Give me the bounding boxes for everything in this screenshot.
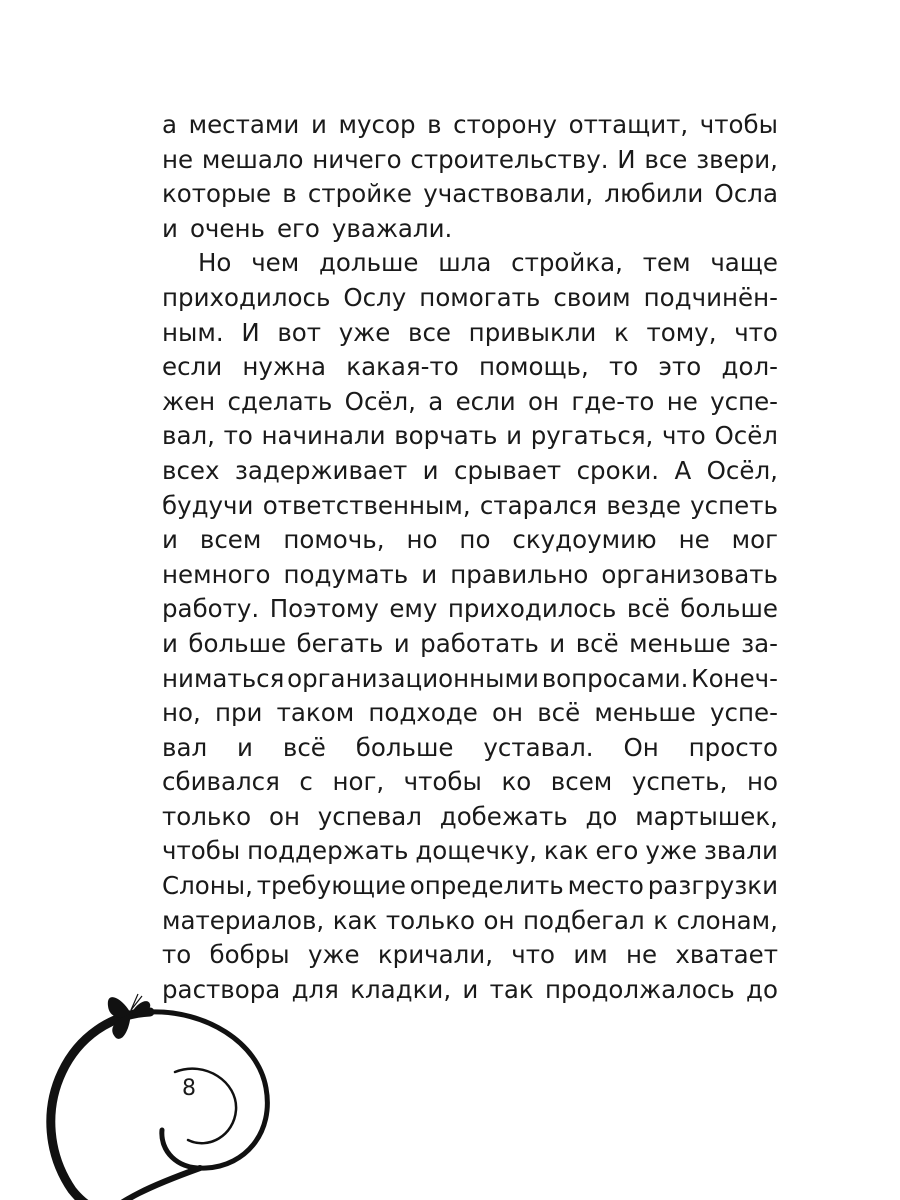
word: мешало [201,144,304,174]
word: кладки, [350,974,452,1004]
word: участвовали, [423,179,594,209]
word: мусор [338,110,416,139]
word: любили [604,179,704,209]
word: местами [188,110,300,139]
word: как [332,905,378,935]
text-line [162,834,778,869]
word: что [511,940,556,970]
word: где-то [571,386,655,416]
word: скудоумию [512,525,657,555]
word: сбивался [162,767,280,797]
word: и [310,110,327,139]
word: для [291,974,339,1004]
text-line [162,350,778,385]
text-line [162,869,778,904]
word: а [428,386,444,416]
text-line [162,385,778,420]
word: разгрузки [647,871,778,901]
word: и [549,628,566,658]
word: стройке [307,179,412,209]
word: он [492,698,524,728]
word: он [528,386,560,416]
word: с [299,767,313,797]
word: он [268,801,300,831]
word: все [644,144,688,174]
word: всё [537,698,581,728]
word: не [626,940,658,970]
word: организовать [601,559,778,589]
word: и [422,455,439,485]
word: уважали. [331,213,453,243]
word: бегать [296,628,384,658]
word: и [162,213,178,243]
word: ответственным, [262,490,471,520]
word: работать [420,628,539,658]
word: Слоны, [162,871,253,901]
word: ругаться, [530,421,654,451]
word: ворчать [394,421,498,451]
word: ко [501,767,532,797]
word: очень [189,213,265,243]
word: Но [198,248,232,278]
word: слонам, [676,905,778,935]
word: не [162,144,194,174]
word: то [162,940,192,970]
word: и [462,974,479,1004]
word: больше [680,594,778,624]
word: Конеч- [691,663,778,693]
text-line [162,662,778,697]
word: сделать [227,386,333,416]
text-line [162,143,778,178]
word: если [162,352,223,382]
word: подчинён- [643,282,778,312]
word: не [666,386,698,416]
word: мог [731,525,778,555]
word: строительству. [410,144,609,174]
word: то [609,352,639,382]
word: Осёл [714,421,778,451]
word: при [214,698,263,728]
word: успе- [710,386,778,416]
word: работу. [162,594,260,624]
butterfly-swirl-icon [0,990,300,1200]
word: за- [741,628,778,658]
word: чтобы [699,110,778,139]
word: успеть [690,490,778,520]
word: успе- [710,698,778,728]
word: он [483,905,515,935]
text-line [162,938,778,973]
word: но [406,525,438,555]
word: а [162,110,178,139]
text-line [162,212,778,247]
word: И [617,144,636,174]
word: если [455,386,516,416]
word: требующие [256,871,406,901]
word: но, [162,698,201,728]
word: мартышек, [635,801,778,831]
word: и [393,628,410,658]
word: какая-то [346,352,459,382]
word: его [595,836,639,866]
text-line [162,696,778,731]
page-number: 8 [182,1076,196,1101]
word: только [385,905,475,935]
word: правильно [450,559,589,589]
word: приходилось [162,282,331,312]
word: Осла [714,179,778,209]
word: стройка, [511,248,623,278]
word: им [573,940,608,970]
word: всё [626,594,670,624]
word: нужна [242,352,327,382]
word: и [506,421,523,451]
word: место [567,871,644,901]
word: чем [251,248,300,278]
word: то [223,421,253,451]
text-line [162,316,778,351]
word: бобры [209,940,290,970]
word: добежать [439,801,568,831]
word: уже [645,836,697,866]
word: к [614,317,629,347]
text-line [162,765,778,800]
word: и [162,628,178,658]
text-line [162,454,778,489]
word: дольше [318,248,419,278]
word: кричали, [377,940,494,970]
word: тем [642,248,691,278]
word: сторону [453,110,557,139]
word: ему [389,594,438,624]
word: и [421,559,438,589]
word: приходилось [447,594,617,624]
word: начинали [261,421,386,451]
word: уже [338,317,391,347]
word: раствора [162,974,281,1004]
text-line [162,731,778,766]
word: до [585,801,618,831]
word: его [276,213,320,243]
text-line [162,108,778,143]
word: которые [162,179,272,209]
word: организационными [287,663,539,693]
word: оттащит, [568,110,689,139]
text-line [162,523,778,558]
word: жен [162,386,216,416]
word: Он [623,732,659,762]
word: только [162,801,252,831]
text-line [162,904,778,939]
text-line [162,627,778,662]
word: помочь, [283,525,385,555]
word: Осёл, [706,455,778,485]
word: определить [409,871,564,901]
word: Поэтому [269,594,379,624]
word: старался [479,490,598,520]
word: помощь, [478,352,589,382]
word: звали [703,836,778,866]
word: всё [282,732,326,762]
word: ничего [312,144,402,174]
word: тому, [646,317,717,347]
word: больше [188,628,287,658]
word: продолжалось [544,974,735,1004]
word: Ослу [343,282,407,312]
word: материалов, [162,905,325,935]
word: немного [162,559,271,589]
text-line [162,281,778,316]
text-line [162,246,778,281]
word: больше [355,732,454,762]
word: подумать [283,559,409,589]
word: меньше [594,698,696,728]
word: всем [550,767,613,797]
word: звери, [696,144,778,174]
word: не [678,525,710,555]
word: будучи [162,490,254,520]
word: чтобы [162,836,241,866]
word: успеть, [631,767,728,797]
word: все [408,317,451,347]
word: везде [606,490,681,520]
word: что [734,317,778,347]
word: чаще [710,248,778,278]
word: вал [162,732,208,762]
word: своим [553,282,631,312]
word: Осёл, [344,386,416,416]
word: и [162,525,178,555]
word: ным. [162,317,224,347]
text-line [162,592,778,627]
word: подходе [368,698,478,728]
word: что [662,421,706,451]
word: до [746,974,778,1004]
word: задерживает [234,455,408,485]
word: вопросами. [541,663,689,693]
word: так [489,974,534,1004]
word: и [237,732,253,762]
word: уставал. [483,732,594,762]
word: поддержать [247,836,409,866]
text-line [162,177,778,212]
word: подбегал [523,905,645,935]
word: успевал [317,801,422,831]
word: помогать [419,282,541,312]
word: по [459,525,491,555]
word: И [241,317,260,347]
word: дощечку, [415,836,537,866]
word: срывает [454,455,562,485]
word: вот [277,317,322,347]
word: ниматься [162,663,285,693]
word: в [282,179,297,209]
text-line [162,419,778,454]
word: чтобы [403,767,482,797]
word: шла [438,248,492,278]
text-line [162,800,778,835]
word: всем [199,525,262,555]
word: уже [307,940,360,970]
word: всё [575,628,619,658]
text-line [162,558,778,593]
word: это [658,352,702,382]
word: но [746,767,778,797]
word: дол- [721,352,778,382]
word: сроки. [576,455,660,485]
word: в [427,110,442,139]
word: всех [162,455,220,485]
word: А [674,455,692,485]
text-line [162,489,778,524]
word: вал, [162,421,215,451]
word: таком [276,698,355,728]
word: привыкли [468,317,597,347]
word: меньше [629,628,731,658]
word: просто [688,732,778,762]
word: ног, [332,767,385,797]
word: хватает [675,940,778,970]
word: как [543,836,589,866]
body-text [162,108,778,1007]
word: к [653,905,669,935]
